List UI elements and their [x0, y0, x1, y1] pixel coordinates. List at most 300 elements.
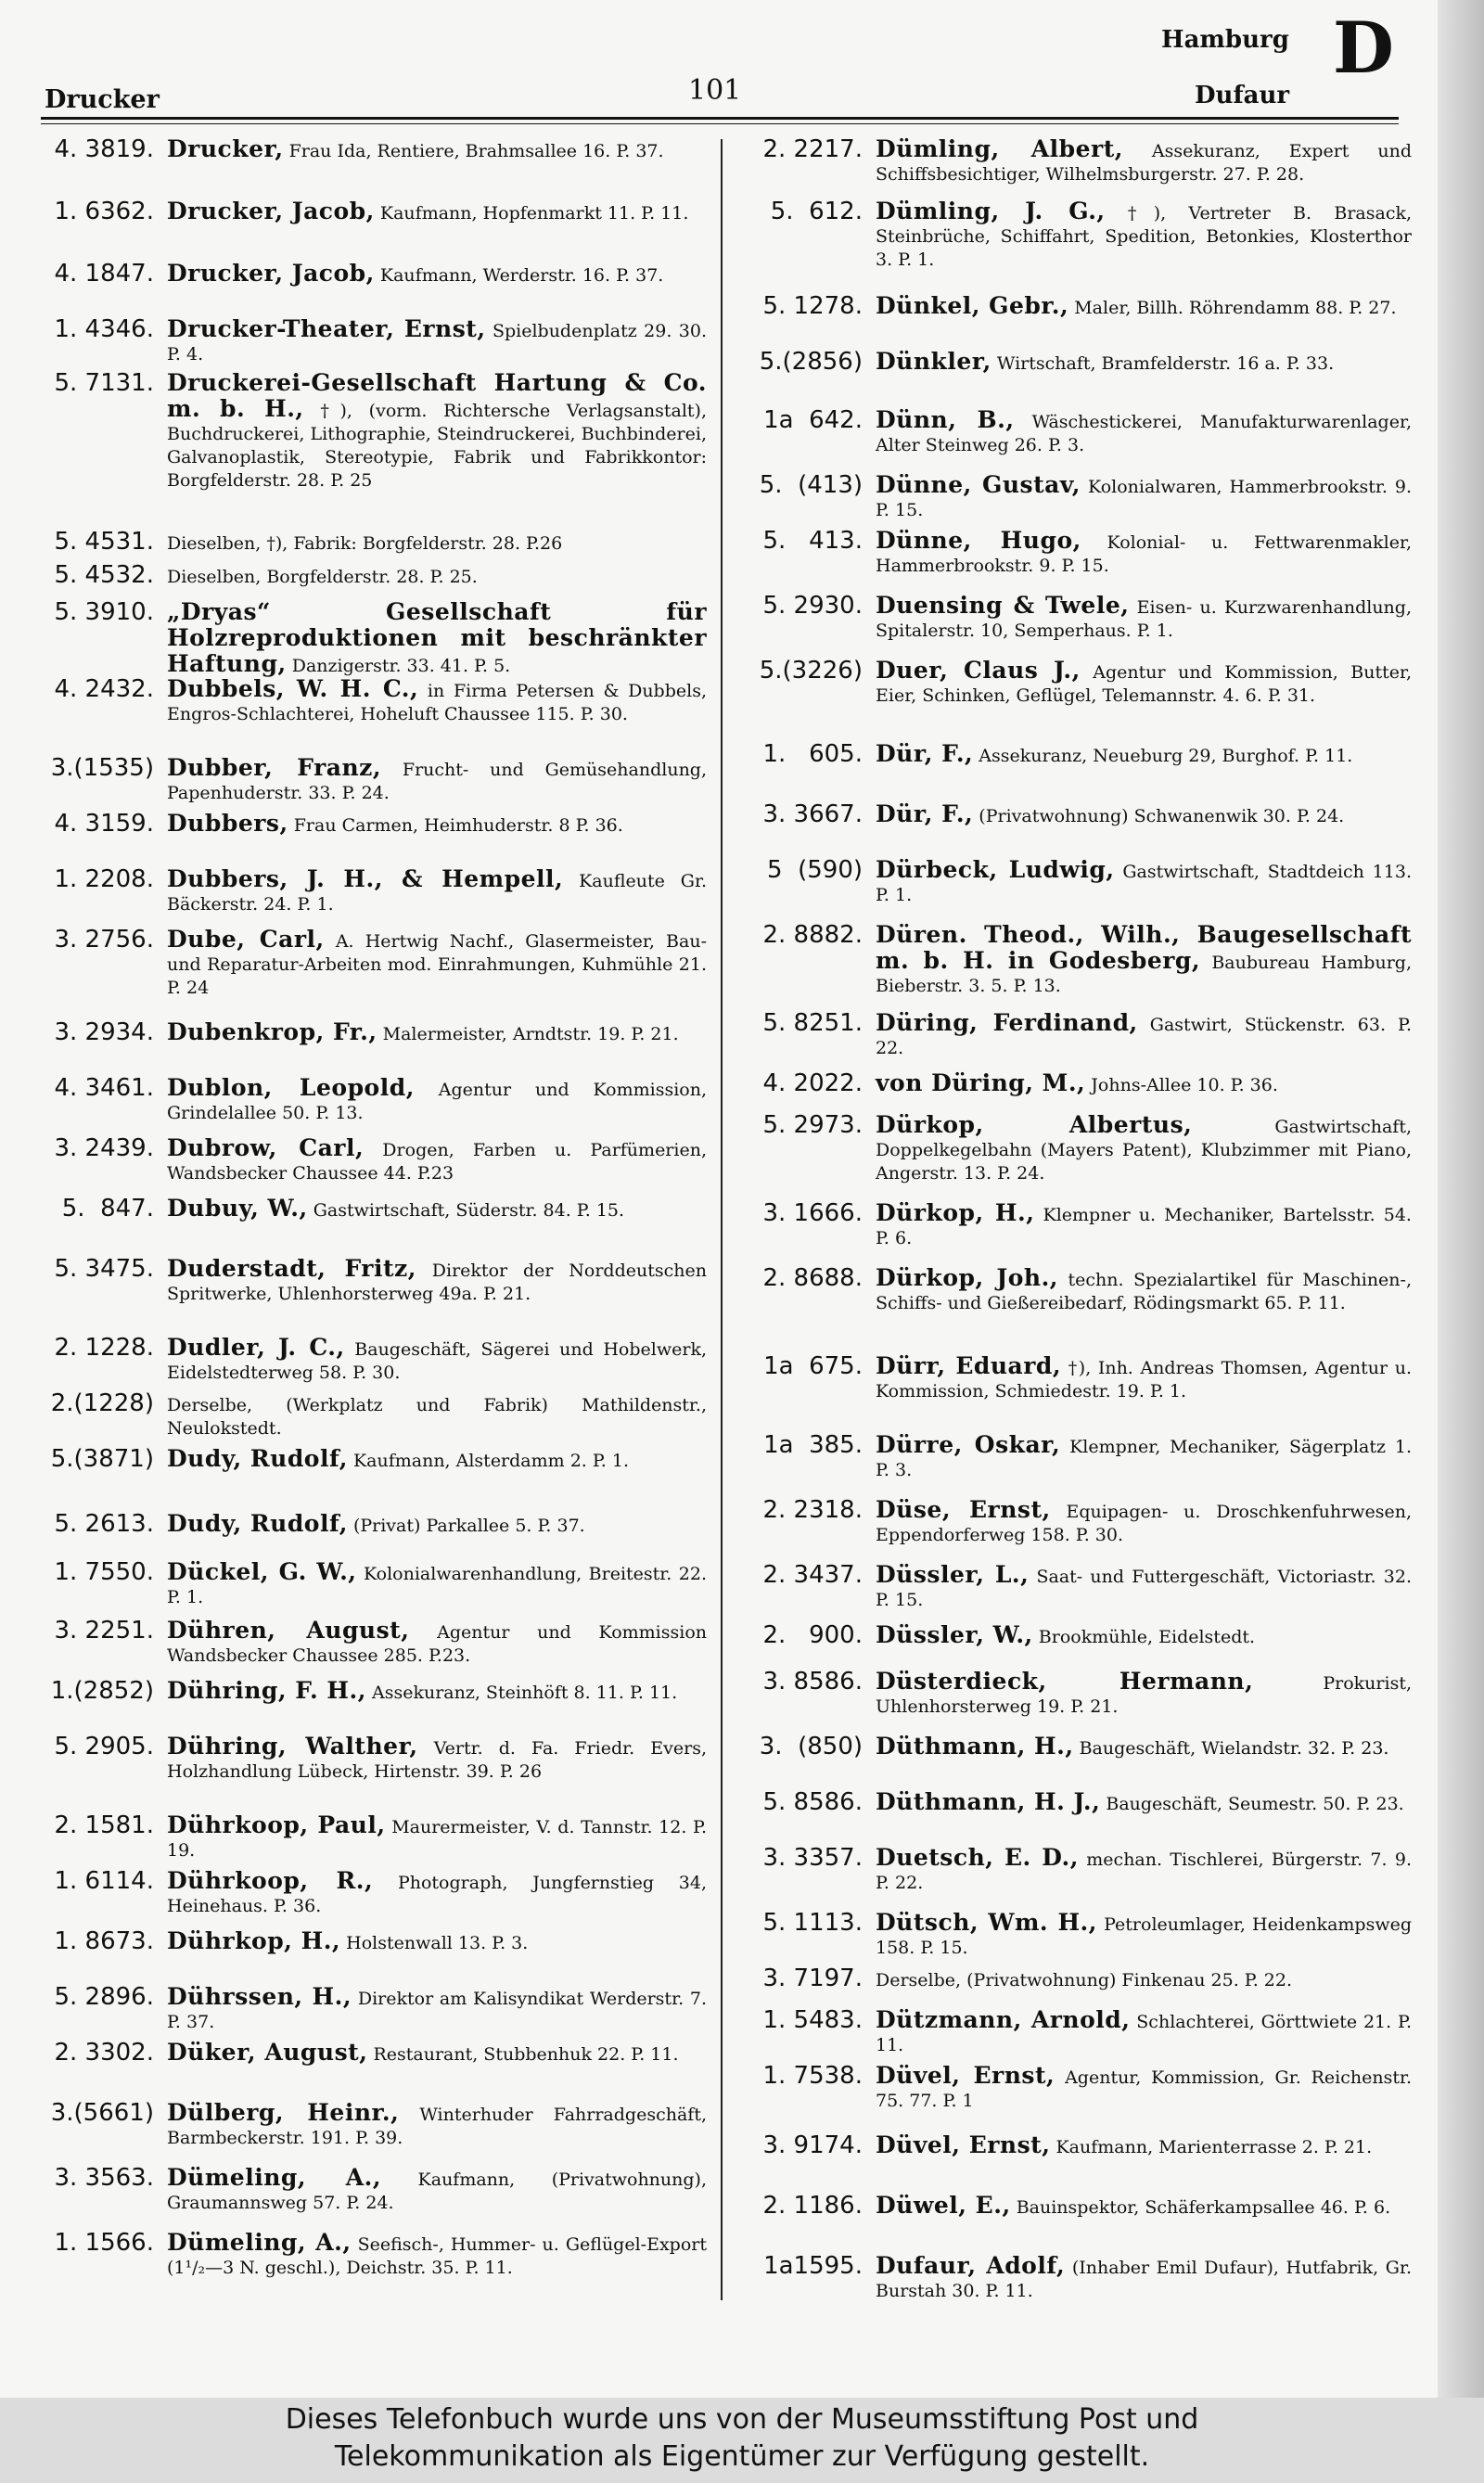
- phone-number: 3.(1535): [50, 754, 154, 782]
- entry-name: Dubenkrop, Fr.,: [167, 1018, 377, 1045]
- entry-name: Dürkop, H.,: [876, 1199, 1035, 1226]
- phone-number: 3. 1666.: [762, 1199, 863, 1227]
- directory-entry: [22, 1734, 707, 1784]
- entry-text: [167, 1929, 707, 1955]
- entry-name: Dudy, Rudolf,: [167, 1510, 348, 1537]
- entry-text: [876, 1266, 1412, 1315]
- entry-text: [876, 294, 1412, 320]
- directory-entry: [22, 2231, 707, 2280]
- phone-number: 3. 2756.: [54, 926, 154, 954]
- footer-notice: [0, 2398, 1484, 2483]
- entry-name: Dühren, August,: [167, 1617, 410, 1644]
- entry-name: Dube, Carl,: [167, 926, 325, 953]
- entry-text: [876, 1071, 1412, 1097]
- entry-details: Spielbudenplatz 29. 30. P. 4.: [167, 321, 707, 365]
- entry-details: mechan. Tischlerei, Bürgerstr. 7. 9. P. 22.: [876, 1849, 1412, 1893]
- directory-entry: [735, 594, 1412, 643]
- directory-entry: [22, 600, 707, 678]
- phone-number: 1. 8673.: [54, 1927, 154, 1955]
- directory-entry: [735, 199, 1412, 272]
- phone-number: 5. 3910.: [54, 598, 154, 626]
- directory-entry: [735, 2064, 1412, 2113]
- directory-entry: [22, 2166, 707, 2215]
- entry-text: [876, 1623, 1412, 1649]
- phone-number: 3. 8586.: [762, 1668, 863, 1696]
- phone-number: 5. 8251.: [762, 1009, 863, 1037]
- entry-name: Dubrow, Carl,: [167, 1134, 365, 1161]
- phone-number: 5. 2973.: [762, 1111, 863, 1139]
- entry-text: [876, 1201, 1412, 1250]
- entry-text: [876, 742, 1412, 768]
- entry-text: [167, 1136, 707, 1185]
- entry-name: Dühring, F. H.,: [167, 1677, 366, 1704]
- phone-number: 4. 1847.: [54, 260, 154, 288]
- entry-name: Dürkop, Joh.,: [876, 1264, 1058, 1291]
- entry-name: Düsterdieck, Hermann,: [876, 1668, 1254, 1695]
- phone-number: 1. 5483.: [762, 2006, 863, 2034]
- phone-number: 3. 3667.: [762, 800, 863, 828]
- entry-details: Danzigerstr. 33. 41. P. 5.: [286, 656, 511, 676]
- entry-details: Johns-Allee 10. P. 36.: [1085, 1075, 1278, 1095]
- entry-details: Kaufmann, Hopfenmarkt 11. P. 11.: [374, 203, 689, 224]
- entry-name: Dünkel, Gebr.,: [876, 292, 1069, 319]
- entry-text: [167, 928, 707, 1000]
- phone-number: 5. 1278.: [762, 292, 863, 320]
- entry-text: [876, 137, 1412, 186]
- entry-details: Schlachterei, Görttwiete 21. P. 11.: [876, 2012, 1412, 2055]
- entry-details: †), Vertreter B. Brasack, Steinbrüche, Schiffahrt, Spedition, Betonkies, Klosterthor 3. P. 1.: [876, 203, 1413, 270]
- entry-text: [876, 858, 1412, 907]
- entry-text: [167, 1197, 707, 1222]
- phone-number: 1a 642.: [763, 406, 863, 434]
- entry-name: Dülberg, Heinr.,: [167, 2099, 400, 2126]
- entry-name: Düvel, Ernst,: [876, 2131, 1051, 2158]
- header-first-entry: Drucker: [45, 85, 160, 114]
- phone-number: 2. 2318.: [762, 1496, 863, 1524]
- entry-details: Dieselben, Borgfelderstr. 28. P. 25.: [167, 567, 478, 587]
- entry-details: Equipagen- u. Droschkenfuhrwesen, Eppendorferweg 158. P. 30.: [876, 1502, 1412, 1545]
- entry-text: [167, 1336, 707, 1385]
- directory-entry: [735, 2133, 1412, 2159]
- entry-details: Gastwirtschaft, Stadtdeich 113. P. 1.: [876, 862, 1412, 905]
- entry-text: [167, 812, 707, 838]
- phone-number: 3. 7197.: [762, 1965, 863, 1992]
- phone-number: 5. 8586.: [762, 1788, 863, 1816]
- entry-name: Dünkler,: [876, 348, 991, 375]
- entry-text: [167, 137, 707, 163]
- phone-number: 4. 2432.: [54, 675, 154, 703]
- directory-entry: [735, 2194, 1412, 2220]
- entry-details: Baugeschäft, Seumestr. 50. P. 23.: [1100, 1794, 1404, 1814]
- entry-text: [876, 659, 1412, 708]
- directory-entry: [22, 1197, 707, 1222]
- entry-name: Dümling, J. G.,: [876, 198, 1106, 224]
- entry-text: [876, 473, 1412, 522]
- entry-name: Duderstadt, Fritz,: [167, 1255, 416, 1282]
- entry-details: Kolonialwarenhandlung, Breitestr. 22. P. 1.: [167, 1564, 707, 1607]
- entry-name: Dür, F.,: [876, 800, 974, 827]
- entry-text: [876, 1563, 1412, 1612]
- phone-number: 5. 3475.: [54, 1255, 154, 1283]
- directory-entry: [735, 408, 1412, 457]
- header-rule-thick: [41, 117, 1399, 120]
- entry-text: [167, 2101, 707, 2150]
- entry-name: Drucker-Theater, Ernst,: [167, 315, 486, 342]
- entry-text: [167, 1391, 707, 1440]
- entry-name: Dührssen, H.,: [167, 1983, 352, 2010]
- phone-number: 5. 7131.: [54, 369, 154, 397]
- directory-entry: [22, 1929, 707, 1955]
- directory-entry: [22, 1391, 707, 1440]
- directory-entry: [22, 1512, 707, 1538]
- entry-text: [167, 2231, 707, 2280]
- directory-entry: [22, 928, 707, 1000]
- phone-number: 2. 1186.: [762, 2192, 863, 2220]
- phone-number: 5. 2930.: [762, 592, 863, 620]
- directory-entry: [22, 1813, 707, 1862]
- entry-name: Dür, F.,: [876, 740, 974, 767]
- entry-name: Düssler, W.,: [876, 1621, 1033, 1648]
- entry-text: [876, 2133, 1412, 2159]
- directory-entry: [735, 473, 1412, 522]
- directory-entry: [735, 294, 1412, 320]
- entry-text: [167, 530, 707, 556]
- phone-number: 1. 6114.: [54, 1867, 154, 1895]
- entry-details: Gastwirtschaft, Süderstr. 84. P. 15.: [307, 1200, 625, 1221]
- phone-number: 5. 4531.: [54, 528, 154, 556]
- directory-entry: [22, 2101, 707, 2150]
- entry-details: Eisen- u. Kurzwarenhandlung, Spitalerstr. 10, Semperhaus. P. 1.: [876, 597, 1412, 641]
- footer-line-1: Dieses Telefonbuch wurde uns von der Museumsstiftung Post und: [285, 2403, 1199, 2436]
- directory-entry: [22, 317, 707, 366]
- entry-details: in Firma Petersen & Dubbels, Engros-Schlachterei, Hoheluft Chaussee 115. P. 30.: [167, 681, 707, 724]
- entry-details: Wirtschaft, Bramfelderstr. 16 a. P. 33.: [991, 353, 1335, 374]
- entry-text: [167, 756, 707, 805]
- directory-entry: [735, 1911, 1412, 1960]
- directory-entry: [735, 1113, 1412, 1185]
- phone-number: 1. 1566.: [54, 2229, 154, 2257]
- entry-name: Düssler, L.,: [876, 1561, 1030, 1588]
- phone-number: 5. 4532.: [54, 561, 154, 589]
- entry-details: Kaufmann, Alsterdamm 2. P. 1.: [347, 1451, 630, 1471]
- entry-details: Winterhuder Fahrradgeschäft, Barmbeckerstr. 191. P. 39.: [167, 2105, 707, 2148]
- entry-text: [876, 1433, 1412, 1482]
- directory-entry: [735, 350, 1412, 376]
- entry-name: Dubuy, W.,: [167, 1195, 308, 1222]
- entry-text: [876, 1498, 1412, 1547]
- entry-details: Kaufleute Gr. Bäckerstr. 24. P. 1.: [167, 871, 707, 915]
- entry-name: Düwel, E.,: [876, 2192, 1011, 2219]
- entry-name: Dührkoop, Paul,: [167, 1811, 386, 1838]
- entry-name: Düren. Theod., Wilh., Baugesellschaft m. b. H. in Godesberg,: [876, 921, 1412, 974]
- directory-entry: [735, 1354, 1412, 1403]
- directory-entry: [22, 199, 707, 225]
- entry-name: Duer, Claus J.,: [876, 657, 1081, 684]
- entry-text: [167, 1869, 707, 1918]
- directory-entry: [735, 1498, 1412, 1547]
- entry-name: Dütsch, Wm. H.,: [876, 1909, 1097, 1936]
- entry-name: Dürbeck, Ludwig,: [876, 856, 1115, 883]
- directory-entry: [735, 1846, 1412, 1895]
- directory-entry: [22, 1985, 707, 2034]
- phone-number: 5 (590): [767, 856, 863, 884]
- entry-details: †), Inh. Andreas Thomsen, Agentur u. Kommission, Schmiedestr. 19. P. 1.: [876, 1358, 1413, 1401]
- entry-details: Maler, Billh. Röhrendamm 88. P. 27.: [1068, 298, 1397, 318]
- entry-details: A. Hertwig Nachf., Glasermeister, Bau- und Reparatur-Arbeiten mod. Einrahmungen, Kuhmühle 21. P. 24: [167, 931, 707, 998]
- entry-name: Dubbers, J. H., & Hempell,: [167, 865, 564, 892]
- column-divider: [721, 139, 723, 2300]
- entry-text: [876, 2194, 1412, 2220]
- entry-name: Dühring, Walther,: [167, 1733, 418, 1760]
- entry-text: [876, 2064, 1412, 2113]
- directory-entry: [735, 1790, 1412, 1816]
- entry-details: Derselbe, (Privatwohnung) Finkenau 25. P. 22.: [876, 1970, 1293, 1990]
- entry-text: [167, 1619, 707, 1668]
- entry-text: [167, 262, 707, 288]
- entry-text: [167, 1447, 707, 1473]
- entry-name: Dückel, G. W.,: [167, 1558, 357, 1585]
- entry-details: Holstenwall 13. P. 3.: [340, 1933, 529, 1953]
- entry-text: [876, 1734, 1412, 1760]
- phone-number: 3. 9174.: [762, 2131, 863, 2159]
- phone-number: 5. 2905.: [54, 1733, 154, 1760]
- entry-details: Assekuranz, Expert und Schiffsbesichtiger, Wilhelmsburgerstr. 27. P. 28.: [876, 141, 1412, 185]
- entry-text: [167, 1512, 707, 1538]
- entry-text: [876, 2254, 1412, 2303]
- entry-text: [167, 600, 707, 678]
- entry-text: [167, 317, 707, 366]
- header-rule-thin: [41, 123, 1399, 124]
- entry-name: Dufaur, Adolf,: [876, 2252, 1066, 2279]
- entry-details: Agentur und Kommission, Butter, Eier, Schinken, Geflügel, Telemannstr. 4. 6. P. 31.: [876, 662, 1412, 706]
- directory-entry: [735, 1966, 1412, 1992]
- entry-details: Direktor am Kalisyndikat Werderstr. 7. P. 37.: [167, 1989, 707, 2032]
- phone-number: 2. 1581.: [54, 1811, 154, 1839]
- entry-name: Dürr, Eduard,: [876, 1352, 1062, 1379]
- entry-text: [167, 1560, 707, 1609]
- entry-text: [167, 199, 707, 225]
- entry-details: Frau Carmen, Heimhuderstr. 8 P. 36.: [288, 815, 623, 836]
- entry-details: Gastwirtschaft, Doppelkegelbahn (Mayers Patent), Klubzimmer mit Piano, Angerstr. 13. P. 24.: [876, 1117, 1412, 1184]
- entry-details: (Inhaber Emil Dufaur), Hutfabrik, Gr. Burstah 30. P. 11.: [876, 2258, 1413, 2301]
- directory-entry: [22, 812, 707, 838]
- entry-details: Agentur und Kommission Wandsbecker Chaussee 285. P.23.: [167, 1622, 707, 1666]
- entry-name: Dublon, Leopold,: [167, 1074, 415, 1101]
- entry-details: †), (vorm. Richtersche Verlagsanstalt), Buchdruckerei, Lithographie, Steindruckerei, Buchbinderei, Galvanoplastik, Stereotypie, Fabrik und Fabrikkontor: Borgfelderstr. 28. P. 25: [167, 401, 707, 491]
- entry-name: Drucker, Jacob,: [167, 260, 375, 287]
- phone-number: 2. 3302.: [54, 2039, 154, 2067]
- directory-entry: [735, 1201, 1412, 1250]
- phone-number: 1. 2208.: [54, 865, 154, 893]
- entry-text: [876, 1911, 1412, 1960]
- directory-entry: [735, 2008, 1412, 2057]
- phone-number: 4. 3819.: [54, 135, 154, 163]
- entry-name: Dudy, Rudolf,: [167, 1445, 348, 1472]
- entry-details: Derselbe, (Werkplatz und Fabrik) Mathildenstr., Neulokstedt.: [167, 1395, 707, 1439]
- entry-details: Drogen, Farben u. Parfümerien, Wandsbecker Chaussee 44. P.23: [167, 1140, 707, 1184]
- phone-number: 4. 3159.: [54, 810, 154, 838]
- entry-details: Kaufmann, (Privatwohnung), Graumannsweg 57. P. 24.: [167, 2169, 708, 2213]
- phone-number: 5. 2896.: [54, 1983, 154, 2011]
- phone-number: 3. 2934.: [54, 1018, 154, 1046]
- phone-number: 2. 2217.: [762, 135, 863, 163]
- entry-text: [876, 923, 1412, 998]
- directory-entry: [735, 1433, 1412, 1482]
- entry-name: Düker, August,: [167, 2039, 368, 2066]
- phone-number: 5.(3871): [50, 1445, 154, 1473]
- entry-details: Agentur, Kommission, Gr. Reichenstr. 75. 77. P. 1: [876, 2067, 1413, 2111]
- phone-number: 5. (413): [759, 471, 863, 499]
- entry-name: Dünn, B.,: [876, 406, 1015, 433]
- entry-text: [876, 1113, 1412, 1185]
- entry-name: Düvel, Ernst,: [876, 2062, 1055, 2089]
- directory-entry: [735, 1011, 1412, 1060]
- phone-number: 1a 385.: [763, 1431, 863, 1459]
- phone-number: 1. 4346.: [54, 315, 154, 343]
- directory-entry: [735, 1670, 1412, 1719]
- directory-entry: [22, 1076, 707, 1125]
- footer-line-2: Telekommunikation als Eigentümer zur Verfügung gestellt.: [334, 2440, 1150, 2473]
- entry-details: Bauinspektor, Schäferkampsallee 46. P. 6.: [1010, 2197, 1391, 2218]
- entry-name: Drucker,: [167, 135, 284, 162]
- entry-details: Petroleumlager, Heidenkampsweg 158. P. 15.: [876, 1914, 1412, 1958]
- directory-entry: [735, 1623, 1412, 1649]
- entry-text: [876, 199, 1412, 272]
- entry-text: [167, 1076, 707, 1125]
- entry-name: Druckerei-Gesellschaft Hartung & Co. m. b. H.,: [167, 369, 707, 422]
- entry-details: (Privatwohnung) Schwanenwik 30. P. 24.: [973, 806, 1345, 826]
- header-city: Hamburg: [1161, 26, 1289, 54]
- directory-entry: [735, 1563, 1412, 1612]
- entry-name: Drucker, Jacob,: [167, 198, 375, 224]
- phone-number: 5. 2613.: [54, 1510, 154, 1538]
- phone-number: 4. 2022.: [762, 1069, 863, 1097]
- entry-text: [167, 677, 707, 726]
- phone-number: 2. 3437.: [762, 1561, 863, 1589]
- phone-number: 2. 8688.: [762, 1264, 863, 1292]
- directory-entry: [22, 1560, 707, 1609]
- entry-name: Duensing & Twele,: [876, 592, 1130, 619]
- entry-text: [876, 1354, 1412, 1403]
- directory-entry: [735, 858, 1412, 907]
- directory-entry: [22, 1020, 707, 1046]
- directory-entry: [22, 137, 707, 163]
- directory-entry: [735, 659, 1412, 708]
- directory-entry: [735, 923, 1412, 998]
- phone-number: 1. 7538.: [762, 2062, 863, 2090]
- entry-text: [876, 408, 1412, 457]
- entry-details: Klempner, Mechaniker, Sägerplatz 1. P. 3.: [876, 1437, 1412, 1480]
- entry-details: Frucht- und Gemüsehandlung, Papenhuderstr. 33. P. 24.: [167, 760, 708, 803]
- entry-name: Düse, Ernst,: [876, 1496, 1051, 1523]
- entry-details: Klempner u. Mechaniker, Bartelsstr. 54. P. 6.: [876, 1205, 1412, 1248]
- entry-details: Malermeister, Arndtstr. 19. P. 21.: [377, 1024, 679, 1044]
- phone-number: 5.(3226): [759, 657, 863, 685]
- directory-entry: [22, 371, 707, 493]
- directory-entry: [22, 756, 707, 805]
- entry-name: Dührkoop, R.,: [167, 1867, 374, 1894]
- phone-number: 1. 7550.: [54, 1558, 154, 1586]
- entry-name: von Düring, M.,: [876, 1069, 1086, 1096]
- entry-details: Kolonial- u. Fettwarenmakler, Hammerbrookstr. 9. P. 15.: [876, 532, 1412, 576]
- entry-details: Maurermeister, V. d. Tannstr. 12. P. 19.: [167, 1817, 708, 1861]
- directory-entry: [22, 262, 707, 288]
- phone-number: 3. 2439.: [54, 1134, 154, 1162]
- entry-details: Dieselben, †), Fabrik: Borgfelderstr. 28. P.26: [167, 533, 563, 554]
- entry-details: Photograph, Jungfernstieg 34, Heinehaus. P. 36.: [167, 1873, 707, 1916]
- directory-entry: [22, 530, 707, 556]
- entry-details: Kaufmann, Werderstr. 16. P. 37.: [374, 265, 664, 286]
- entry-text: [167, 1734, 707, 1784]
- directory-entry: [22, 677, 707, 726]
- entry-name: Dubber, Franz,: [167, 754, 382, 781]
- phone-number: 5. 413.: [762, 527, 863, 555]
- entry-text: [167, 867, 707, 916]
- directory-entry: [735, 2254, 1412, 2303]
- entry-details: techn. Spezialartikel für Maschinen-, Schiffs- und Gießereibedarf, Rödingsmarkt 65. P. 11.: [876, 1270, 1412, 1313]
- phone-number: 1a 675.: [763, 1352, 863, 1380]
- entry-text: [167, 1257, 707, 1306]
- directory-entry: [735, 137, 1412, 186]
- entry-text: [167, 2166, 707, 2215]
- entry-name: Düthmann, H. J.,: [876, 1788, 1101, 1815]
- directory-entry: [735, 1071, 1412, 1097]
- entry-text: [876, 802, 1412, 828]
- directory-entry: [735, 1266, 1412, 1315]
- directory-entry: [22, 867, 707, 916]
- directory-entry: [735, 529, 1412, 578]
- entry-details: Agentur und Kommission, Grindelallee 50. P. 13.: [167, 1080, 707, 1123]
- phone-number: 5. 612.: [770, 198, 863, 225]
- directory-entry: [22, 1447, 707, 1473]
- entry-details: Direktor der Norddeutschen Spritwerke, Uhlenhorsterweg 49a. P. 21.: [167, 1261, 707, 1304]
- entry-name: Düring, Ferdinand,: [876, 1009, 1138, 1036]
- entry-name: Dührkop, H.,: [167, 1927, 341, 1954]
- directory-entry: [22, 1336, 707, 1385]
- entry-details: Baugeschäft, Sägerei und Hobelwerk, Eidelstedterweg 58. P. 30.: [167, 1339, 707, 1383]
- phone-number: 2.(1228): [50, 1389, 154, 1417]
- entry-name: Dümling, Albert,: [876, 135, 1123, 162]
- directory-entry: [22, 1679, 707, 1705]
- phone-number: 4. 3461.: [54, 1074, 154, 1102]
- directory-entry: [22, 1136, 707, 1185]
- entry-name: „Dryas“ Gesellschaft für Holzreproduktionen mit beschränkter Haftung,: [167, 598, 707, 677]
- entry-text: [167, 1679, 707, 1705]
- entry-name: Dubbels, W. H. C.,: [167, 675, 419, 702]
- directory-entry: [735, 802, 1412, 828]
- entry-text: [876, 1670, 1412, 1719]
- entry-name: Düthmann, H.,: [876, 1733, 1074, 1760]
- phone-number: 3. 3563.: [54, 2164, 154, 2192]
- directory-entry: [22, 1257, 707, 1306]
- phone-number: 3. (850): [759, 1733, 863, 1760]
- entry-text: [876, 1011, 1412, 1060]
- phone-number: 1. 605.: [762, 740, 863, 768]
- directory-entry: [22, 563, 707, 589]
- entry-details: Assekuranz, Neueburg 29, Burghof. P. 11.: [973, 746, 1353, 766]
- phone-number: 3.(5661): [50, 2099, 154, 2127]
- directory-entry: [735, 1734, 1412, 1760]
- entry-details: Baugeschäft, Wielandstr. 32. P. 23.: [1073, 1738, 1389, 1759]
- entry-details: Restaurant, Stubbenhuk 22. P. 11.: [367, 2044, 679, 2065]
- directory-entry: [22, 1619, 707, 1668]
- entry-name: Dubbers,: [167, 810, 288, 837]
- section-letter: D: [1333, 6, 1394, 89]
- entry-name: Dünne, Gustav,: [876, 471, 1081, 498]
- entry-details: Kaufmann, Marienterrasse 2. P. 21.: [1050, 2137, 1373, 2157]
- phone-number: 1a1595.: [763, 2252, 863, 2280]
- entry-details: Baubureau Hamburg, Bieberstr. 3. 5. P. 13.: [876, 953, 1412, 996]
